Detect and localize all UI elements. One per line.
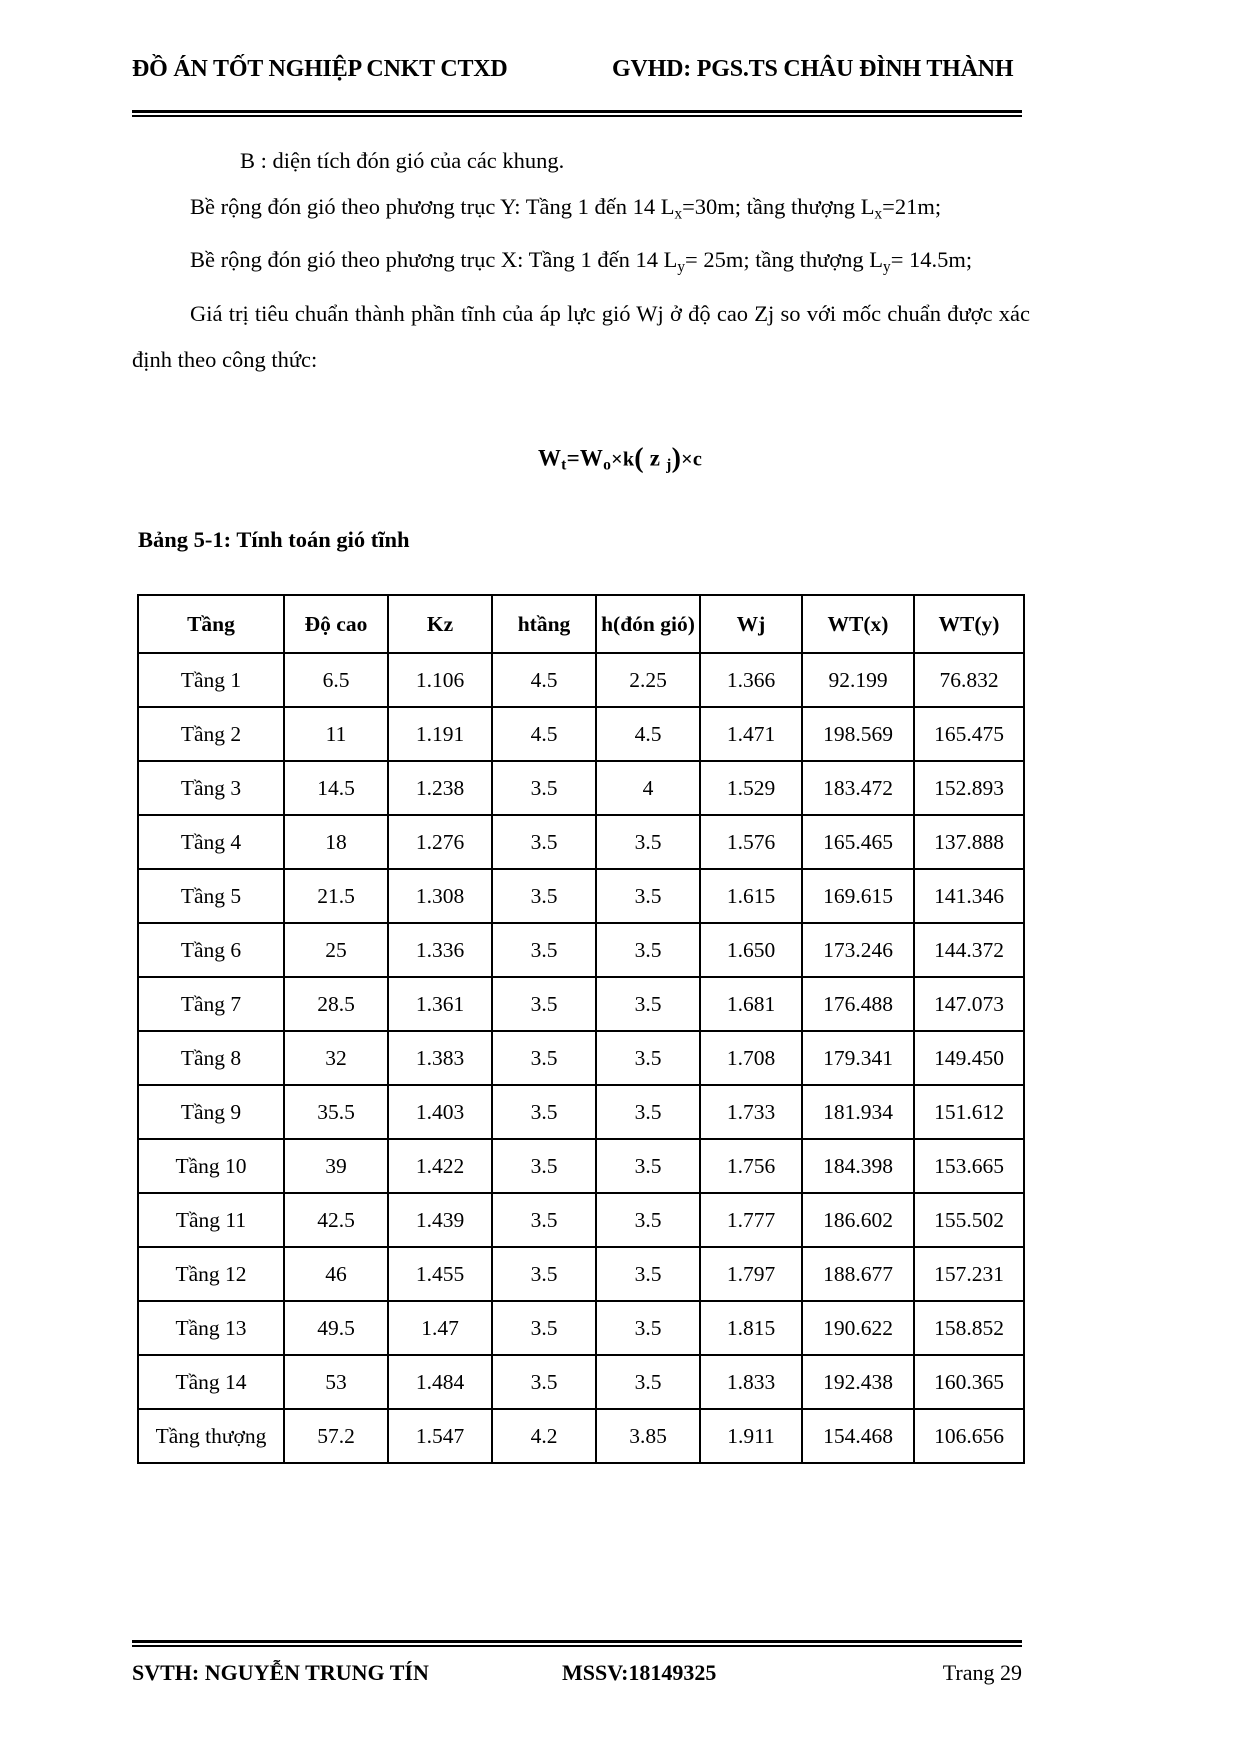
table-cell: 3.5 [492, 923, 596, 977]
table-cell: 1.797 [700, 1247, 802, 1301]
column-header-do-cao: Độ cao [284, 595, 388, 653]
column-header-tang: Tầng [138, 595, 284, 653]
width-y-sub-2: x [874, 205, 883, 223]
table-cell: 3.5 [492, 1085, 596, 1139]
table-cell: 4.5 [596, 707, 700, 761]
table-cell: 42.5 [284, 1193, 388, 1247]
table-caption: Bảng 5-1: Tính toán gió tĩnh [138, 527, 410, 552]
table-cell: Tầng thượng [138, 1409, 284, 1463]
table-cell: 1.911 [700, 1409, 802, 1463]
table-cell: 6.5 [284, 653, 388, 707]
table-cell: 3.5 [492, 869, 596, 923]
table-cell: Tầng 12 [138, 1247, 284, 1301]
table-body [138, 653, 1024, 1463]
formula-times-k: ×k [611, 448, 635, 471]
table-cell: Tầng 11 [138, 1193, 284, 1247]
table-row [138, 1085, 1024, 1139]
table-cell: Tầng 7 [138, 977, 284, 1031]
width-x-prefix: Bề rộng đón gió theo phương trục X: Tầng 1 đến 14 L [190, 247, 678, 273]
table-row [138, 1139, 1024, 1193]
table-row [138, 1193, 1024, 1247]
column-header-wt-y: WT(y) [914, 595, 1024, 653]
table-cell: 53 [284, 1355, 388, 1409]
table-cell: 39 [284, 1139, 388, 1193]
table-cell: 1.756 [700, 1139, 802, 1193]
table-cell: 4.5 [492, 707, 596, 761]
table-cell: 1.777 [700, 1193, 802, 1247]
paragraph-width-y [132, 184, 1030, 237]
table-row [138, 1031, 1024, 1085]
table-cell: 158.852 [914, 1301, 1024, 1355]
table-cell: 21.5 [284, 869, 388, 923]
table-cell: 1.336 [388, 923, 492, 977]
table-cell: Tầng 5 [138, 869, 284, 923]
table-cell: 3.5 [596, 977, 700, 1031]
formula-close-paren: ) [671, 443, 682, 474]
table-cell: 3.5 [492, 977, 596, 1031]
table-row [138, 653, 1024, 707]
paragraph-width-x [132, 237, 1030, 290]
table-row [138, 869, 1024, 923]
table-cell: 3.5 [492, 1031, 596, 1085]
table-cell: 2.25 [596, 653, 700, 707]
formula-open-paren: ( [634, 443, 644, 474]
formula-z: z [643, 445, 667, 471]
table-cell: 1.106 [388, 653, 492, 707]
table-cell: 149.450 [914, 1031, 1024, 1085]
column-header-h-don-gio: h(đón gió) [596, 595, 700, 653]
table-cell: 1.383 [388, 1031, 492, 1085]
table-cell: 186.602 [802, 1193, 914, 1247]
table-cell: 3.5 [596, 1031, 700, 1085]
table-cell: 1.650 [700, 923, 802, 977]
table-cell: 32 [284, 1031, 388, 1085]
table-cell: Tầng 6 [138, 923, 284, 977]
table-cell: 3.5 [596, 869, 700, 923]
table-cell: Tầng 13 [138, 1301, 284, 1355]
table-cell: 1.403 [388, 1085, 492, 1139]
table-row [138, 707, 1024, 761]
table-cell: Tầng 10 [138, 1139, 284, 1193]
table-header-row [138, 595, 1024, 653]
table-cell: 1.276 [388, 815, 492, 869]
table-cell: 18 [284, 815, 388, 869]
table-cell: 49.5 [284, 1301, 388, 1355]
table-cell: 1.366 [700, 653, 802, 707]
table-cell: 1.484 [388, 1355, 492, 1409]
table-cell: 106.656 [914, 1409, 1024, 1463]
table-cell: 3.5 [492, 1355, 596, 1409]
table-cell: 1.615 [700, 869, 802, 923]
footer-student-name: SVTH: NGUYỄN TRUNG TÍN [132, 1660, 429, 1685]
table-cell: 3.5 [596, 1301, 700, 1355]
formula-equals-w-o: =W [566, 445, 604, 471]
table-cell: 1.47 [388, 1301, 492, 1355]
table-cell: Tầng 1 [138, 653, 284, 707]
column-header-kz: Kz [388, 595, 492, 653]
table-cell: 190.622 [802, 1301, 914, 1355]
table-row [138, 815, 1024, 869]
width-x-sub-2: y [883, 258, 891, 276]
width-y-end: =21m; [882, 194, 942, 219]
table-cell: 157.231 [914, 1247, 1024, 1301]
table-cell: 1.576 [700, 815, 802, 869]
wj-definition-text: Giá trị tiêu chuẩn thành phần tĩnh của áp lực gió Wj ở độ cao Zj so với mốc chuẩn được xác định theo công thức: [132, 300, 1030, 372]
table-cell: 57.2 [284, 1409, 388, 1463]
table-cell: 153.665 [914, 1139, 1024, 1193]
table-cell: 1.733 [700, 1085, 802, 1139]
area-definition-text: B : diện tích đón gió của các khung. [240, 148, 565, 173]
page-footer [132, 1660, 1022, 1686]
table-cell: Tầng 4 [138, 815, 284, 869]
footer-page-number: Trang 29 [942, 1660, 1022, 1685]
table-cell: 3.5 [492, 761, 596, 815]
table-cell: 147.073 [914, 977, 1024, 1031]
footer-student-id: MSSV:18149325 [562, 1660, 717, 1685]
formula-w-t: W [537, 445, 562, 471]
table-cell: 4 [596, 761, 700, 815]
paragraph-wj-definition [132, 291, 1030, 383]
table-cell: 183.472 [802, 761, 914, 815]
table-cell: 3.5 [596, 923, 700, 977]
table-cell: 46 [284, 1247, 388, 1301]
formula-times-c: ×c [681, 448, 703, 471]
table-cell: 1.455 [388, 1247, 492, 1301]
table-cell: 1.547 [388, 1409, 492, 1463]
wind-calculation-table [137, 594, 1025, 1464]
table-cell: 155.502 [914, 1193, 1024, 1247]
formula-z-subscript: j [666, 456, 672, 474]
table-cell: 3.5 [492, 1301, 596, 1355]
table-cell: 173.246 [802, 923, 914, 977]
table-cell: 3.5 [492, 1193, 596, 1247]
table-row [138, 1355, 1024, 1409]
width-y-sub-1: x [674, 205, 683, 223]
width-x-sub-1: y [677, 258, 686, 276]
table-cell: 160.365 [914, 1355, 1024, 1409]
table-cell: 137.888 [914, 815, 1024, 869]
table-cell: 1.238 [388, 761, 492, 815]
table-cell: 169.615 [802, 869, 914, 923]
width-y-mid: =30m; tầng thượng L [682, 194, 875, 219]
table-cell: 1.681 [700, 977, 802, 1031]
table-cell: 1.815 [700, 1301, 802, 1355]
table-cell: 1.308 [388, 869, 492, 923]
table-row [138, 761, 1024, 815]
table-cell: 76.832 [914, 653, 1024, 707]
table-cell: 176.488 [802, 977, 914, 1031]
table-cell: 4.5 [492, 653, 596, 707]
table-cell: 3.5 [596, 1247, 700, 1301]
table-cell: 165.475 [914, 707, 1024, 761]
table-cell: 152.893 [914, 761, 1024, 815]
table-cell: 14.5 [284, 761, 388, 815]
table-row [138, 1301, 1024, 1355]
table-cell: Tầng 3 [138, 761, 284, 815]
table-cell: Tầng 2 [138, 707, 284, 761]
table-cell: 1.191 [388, 707, 492, 761]
table-cell: 25 [284, 923, 388, 977]
table-cell: 1.708 [700, 1031, 802, 1085]
table-cell: Tầng 14 [138, 1355, 284, 1409]
body-text-block [132, 138, 1030, 383]
width-y-prefix: Bề rộng đón gió theo phương trục Y: Tầng 1 đến 14 L [190, 194, 675, 219]
table-row [138, 1247, 1024, 1301]
table-row [138, 977, 1024, 1031]
column-header-h-tang: htầng [492, 595, 596, 653]
table-cell: 1.529 [700, 761, 802, 815]
table-cell: 151.612 [914, 1085, 1024, 1139]
column-header-wt-x: WT(x) [802, 595, 914, 653]
width-x-mid: = 25m; tầng thượng L [685, 247, 884, 273]
table-cell: 35.5 [284, 1085, 388, 1139]
table-cell: 3.5 [596, 1355, 700, 1409]
table-cell: 11 [284, 707, 388, 761]
formula-w-t-subscript: t [561, 456, 567, 474]
table-cell: 1.833 [700, 1355, 802, 1409]
table-cell: 144.372 [914, 923, 1024, 977]
table-cell: 3.5 [596, 1085, 700, 1139]
table-cell: 1.422 [388, 1139, 492, 1193]
table-cell: 3.5 [596, 1139, 700, 1193]
table-cell: 3.5 [492, 815, 596, 869]
table-cell: Tầng 8 [138, 1031, 284, 1085]
table-cell: 165.465 [802, 815, 914, 869]
table-row [138, 1409, 1024, 1463]
paragraph-area-definition [132, 138, 1030, 184]
table-cell: 92.199 [802, 653, 914, 707]
table-cell: 3.5 [596, 1193, 700, 1247]
formula-wind-static [0, 443, 1240, 475]
footer-divider [132, 1640, 1022, 1647]
width-x-end: = 14.5m; [890, 247, 973, 273]
table-cell: 192.438 [802, 1355, 914, 1409]
table-row [138, 923, 1024, 977]
table-cell: 28.5 [284, 977, 388, 1031]
table-cell: 184.398 [802, 1139, 914, 1193]
table-cell: 1.361 [388, 977, 492, 1031]
table-cell: 181.934 [802, 1085, 914, 1139]
table-cell: 4.2 [492, 1409, 596, 1463]
header-divider [132, 110, 1022, 117]
table-cell: 3.5 [596, 815, 700, 869]
table-cell: 1.471 [700, 707, 802, 761]
table-cell: 179.341 [802, 1031, 914, 1085]
column-header-wj: Wj [700, 595, 802, 653]
formula-w-o-subscript: o [603, 456, 612, 474]
table-cell: 3.5 [492, 1247, 596, 1301]
table-cell: 3.85 [596, 1409, 700, 1463]
header-left-title: ĐỒ ÁN TỐT NGHIỆP CNKT CTXD [132, 56, 508, 82]
table-cell: 3.5 [492, 1139, 596, 1193]
table-cell: 198.569 [802, 707, 914, 761]
table-cell: 1.439 [388, 1193, 492, 1247]
table-cell: Tầng 9 [138, 1085, 284, 1139]
page-header [132, 56, 1022, 83]
table-cell: 188.677 [802, 1247, 914, 1301]
header-right-title: GVHD: PGS.TS CHÂU ĐÌNH THÀNH [612, 56, 1014, 82]
table-cell: 154.468 [802, 1409, 914, 1463]
table-cell: 141.346 [914, 869, 1024, 923]
